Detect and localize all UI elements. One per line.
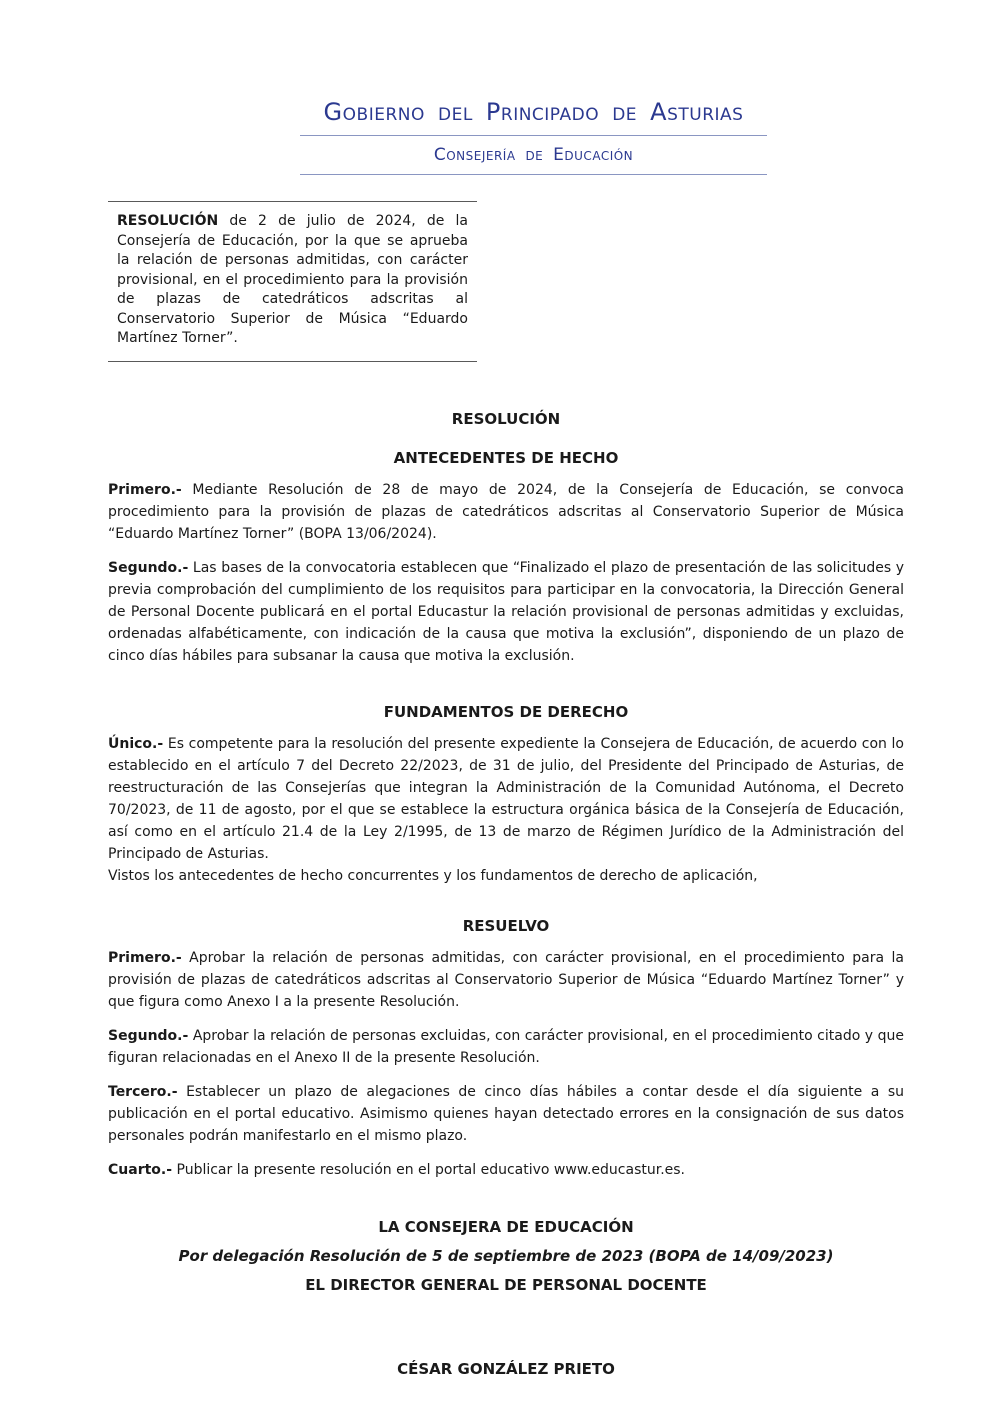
letterhead	[300, 98, 767, 175]
government-name: Gobierno del Principado de Asturias	[300, 98, 767, 136]
signature-delegation-note: Por delegación Resolución de 5 de septiembre de 2023 (BOPA de 14/09/2023)	[178, 1246, 834, 1265]
paragraph-text: Las bases de la convocatoria establecen que “Finalizado el plazo de presentación de las solicitudes y previa comprobación del cumplimiento de los requisitos para participar en la convocatoria, la Dirección General de Personal Docente publicará en el portal Educastur la relación provisional de personas admitidas y excluidas, ordenadas alfabéticamente, con indicación de la causa que motiva la exclusión”, disponiendo de un plazo de cinco días hábiles para subsanar la causa que motiva la exclusión.	[108, 559, 904, 664]
paragraph-lead: Primero.-	[108, 481, 182, 498]
signature-block	[108, 1217, 904, 1379]
summary-lead: RESOLUCIÓN	[117, 213, 219, 229]
paragraph-text: Es competente para la resolución del presente expediente la Consejera de Educación, de acuerdo con lo establecido en el artículo 7 del Decreto 22/2023, de 31 de julio, del Presidente del Principado de Asturias, de reestructuración de las Consejerías que integran la Administración de la Comunidad Autónoma, el Decreto 70/2023, de 11 de agosto, por el que se establece la estructura orgánica básica de la Consejería de Educación, así como en el artículo 21.4 de la Ley 2/1995, de 13 de marzo de Régimen Jurídico de la Administración del Principado de Asturias.	[108, 735, 904, 862]
paragraph-antecedentes-segundo	[108, 557, 904, 667]
paragraph-fundamentos-unico	[108, 733, 904, 865]
paragraph-lead: Tercero.-	[108, 1083, 178, 1100]
signature-role-director: EL DIRECTOR GENERAL DE PERSONAL DOCENTE	[305, 1275, 707, 1294]
paragraph-lead: Cuarto.-	[108, 1161, 173, 1178]
paragraph-lead: Único.-	[108, 735, 164, 752]
summary-text: de 2 de julio de 2024, de la Consejería de Educación, por la que se aprueba la relación de personas admitidas, con carácter provisional, en el procedimiento para la provisión de plazas de catedráticos adscritas al Conservatorio Superior de Música “Eduardo Martínez Torner”.	[117, 213, 468, 346]
paragraph-text: Establecer un plazo de alegaciones de cinco días hábiles a contar desde el día siguiente a su publicación en el portal educativo. Asimismo quienes hayan detectado errores en la consignación de sus datos personales podrán manifestarlo en el mismo plazo.	[108, 1083, 904, 1144]
paragraph-lead: Primero.-	[108, 949, 182, 966]
document-title: RESOLUCIÓN	[451, 409, 561, 428]
resolution-summary-box	[108, 201, 477, 362]
paragraph-text: Aprobar la relación de personas admitidas, con carácter provisional, en el procedimiento para la provisión de plazas de catedráticos adscritas al Conservatorio Superior de Música “Eduardo Martínez Torner” y que figura como Anexo I a la presente Resolución.	[108, 949, 904, 1010]
paragraph-text: Publicar la presente resolución en el portal educativo www.educastur.es.	[176, 1161, 686, 1178]
paragraph-text: Mediante Resolución de 28 de mayo de 2024, de la Consejería de Educación, se convoca procedimiento para la provisión de plazas de catedráticos adscritas al Conservatorio Superior de Música “Eduardo Martínez Torner” (BOPA 13/06/2024).	[108, 481, 905, 542]
paragraph-antecedentes-primero	[108, 479, 904, 545]
paragraph-lead: Segundo.-	[108, 1027, 189, 1044]
document-content	[0, 98, 1000, 1379]
signature-role-consejera: LA CONSEJERA DE EDUCACIÓN	[378, 1217, 634, 1236]
section-heading-resuelvo: RESUELVO	[462, 916, 550, 935]
paragraph-text: Vistos los antecedentes de hecho concurrentes y los fundamentos de derecho de aplicación,	[108, 867, 758, 884]
paragraph-resuelvo-segundo	[108, 1025, 904, 1069]
section-heading-fundamentos: FUNDAMENTOS DE DERECHO	[383, 702, 629, 721]
paragraph-resuelvo-tercero	[108, 1081, 904, 1147]
paragraph-vistos	[108, 865, 904, 887]
signature-name: CÉSAR GONZÁLEZ PRIETO	[397, 1359, 615, 1378]
paragraph-resuelvo-cuarto	[108, 1159, 904, 1181]
paragraph-text: Aprobar la relación de personas excluidas, con carácter provisional, en el procedimiento citado y que figuran relacionadas en el Anexo II de la presente Resolución.	[108, 1027, 904, 1066]
paragraph-lead: Segundo.-	[108, 559, 189, 576]
department-name: Consejería de Educación	[300, 136, 767, 175]
section-heading-antecedentes: ANTECEDENTES DE HECHO	[393, 448, 619, 467]
paragraph-resuelvo-primero	[108, 947, 904, 1013]
